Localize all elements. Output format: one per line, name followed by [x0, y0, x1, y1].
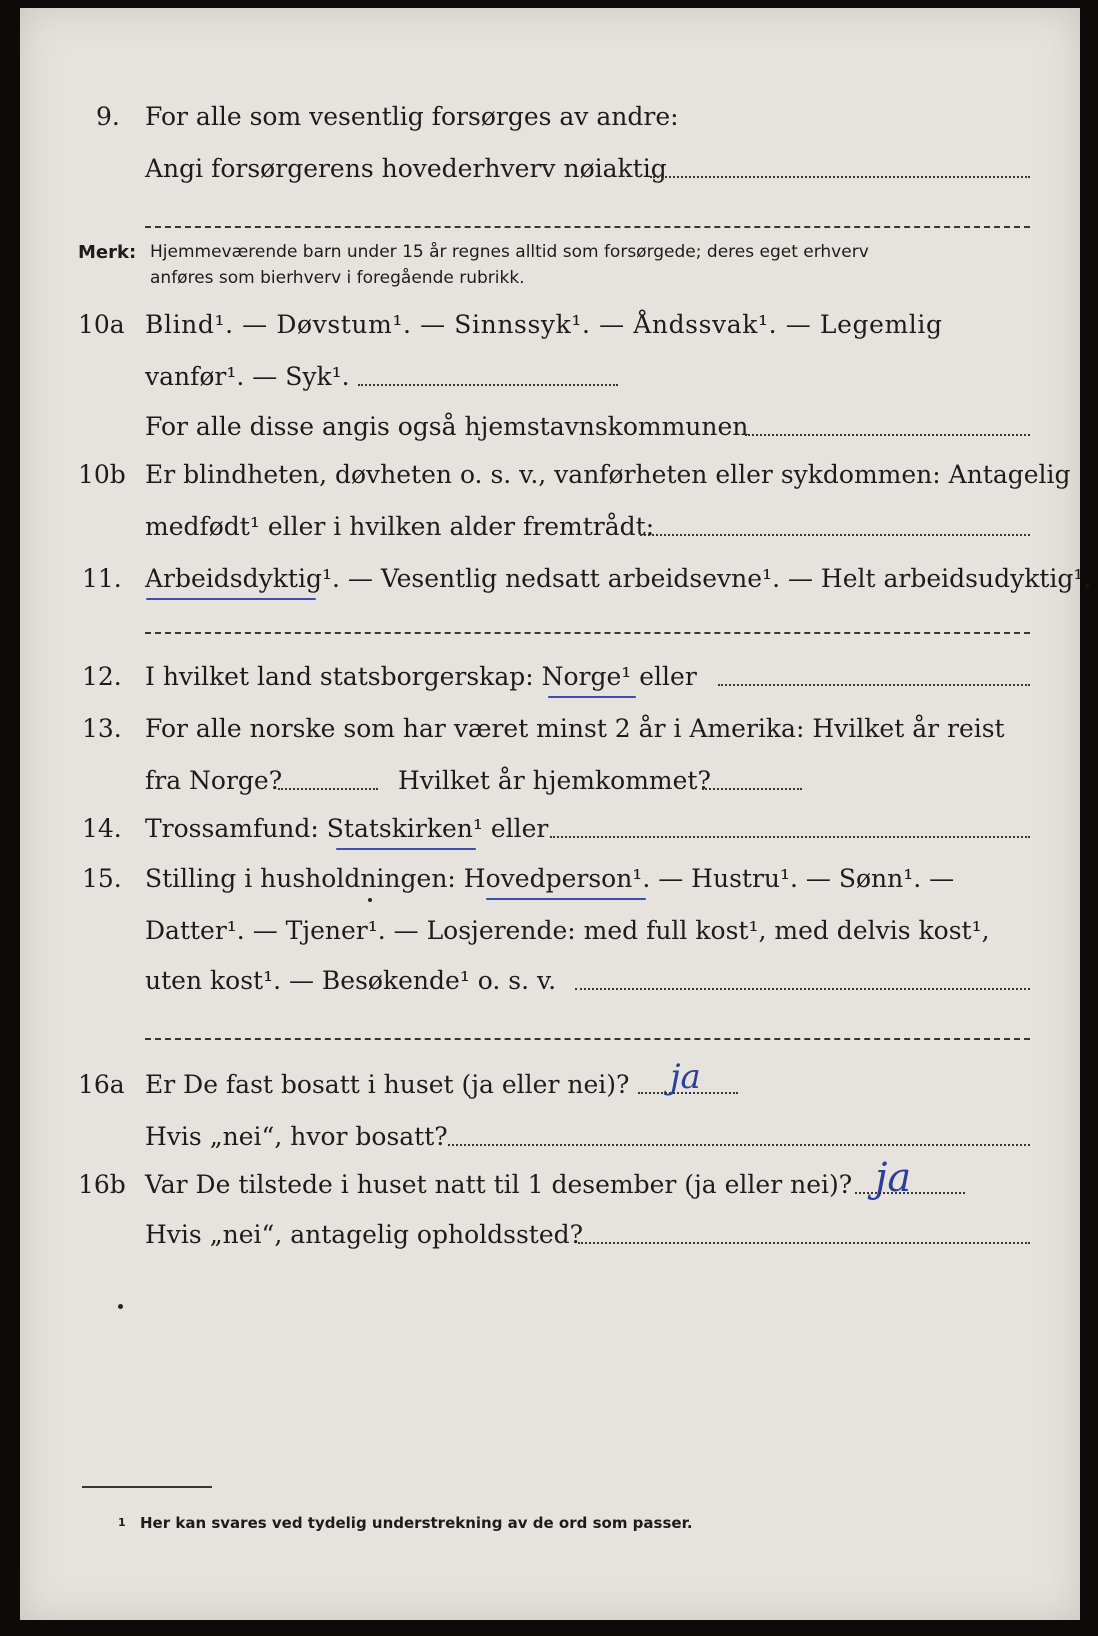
- q10a-line1: Blind¹. — Døvstum¹. — Sinnssyk¹. — Åndssvak¹. — Legemlig: [145, 310, 943, 339]
- q9-line1: For alle som vesentlig forsørges av andre:: [145, 102, 679, 131]
- q13-line2a: fra Norge?: [145, 766, 283, 795]
- q15-line2: Datter¹. — Tjener¹. — Losjerende: med full kost¹, med delvis kost¹,: [145, 916, 990, 945]
- q13-reist-line[interactable]: [278, 788, 378, 790]
- q16a-bosatt-line[interactable]: [448, 1144, 1030, 1146]
- ink-speck: [118, 1304, 123, 1309]
- q14-underline-statskirken: [336, 848, 476, 850]
- q16a-line1: Er De fast bosatt i huset (ja eller nei)?: [145, 1070, 630, 1099]
- q9-answer-line[interactable]: [650, 176, 1030, 178]
- merk-line1: Hjemmeværende barn under 15 år regnes alltid som forsørgede; deres eget erhverv: [150, 242, 869, 262]
- q10a-number: 10a: [78, 310, 125, 339]
- q13-line1: For alle norske som har været minst 2 år i Amerika: Hvilket år reist: [145, 714, 1005, 743]
- q15-underline-hovedperson: [486, 898, 646, 900]
- q15-line1: Stilling i husholdningen: Hovedperson¹. — Hustru¹. — Sønn¹. —: [145, 864, 955, 893]
- q15-number: 15.: [82, 864, 122, 893]
- q16a-line2: Hvis „nei“, hvor bosatt?: [145, 1122, 448, 1151]
- q10a-answer-line[interactable]: [358, 384, 618, 386]
- q11-number: 11.: [82, 564, 122, 593]
- q13-number: 13.: [82, 714, 122, 743]
- q11-line1: Arbeidsdyktig¹. — Vesentlig nedsatt arbeidsevne¹. — Helt arbeidsudyktig¹.: [145, 564, 1092, 593]
- q14-number: 14.: [82, 814, 122, 843]
- q13-hjemkommet-line[interactable]: [702, 788, 802, 790]
- q14-answer-line[interactable]: [550, 836, 1030, 838]
- footnote-mark: 1: [118, 1516, 126, 1529]
- q16a-number: 16a: [78, 1070, 125, 1099]
- footnote-rule: [82, 1486, 212, 1488]
- q9-extra-line[interactable]: [145, 226, 1030, 228]
- q10b-line1: Er blindheten, døvheten o. s. v., vanførheten eller sykdommen: Antagelig: [145, 460, 1071, 489]
- q16b-line2: Hvis „nei“, antagelig opholdssted?: [145, 1220, 584, 1249]
- q16b-opholdssted-line[interactable]: [578, 1242, 1030, 1244]
- q15-answer-line[interactable]: [575, 988, 1030, 990]
- q13-line2b: Hvilket år hjemkommet?: [398, 766, 711, 795]
- q15-line3: uten kost¹. — Besøkende¹ o. s. v.: [145, 966, 557, 995]
- q16b-number: 16b: [78, 1170, 126, 1199]
- q14-line1: Trossamfund: Statskirken¹ eller: [145, 814, 549, 843]
- q16b-line1: Var De tilstede i huset natt til 1 desember (ja eller nei)?: [145, 1170, 853, 1199]
- merk-line2: anføres som bierhverv i foregående rubrikk.: [150, 268, 525, 288]
- q10a-hjemstavn-line[interactable]: [745, 434, 1030, 436]
- q16a-answer-line[interactable]: [638, 1092, 738, 1094]
- q10b-line2: medfødt¹ eller i hvilken alder fremtrådt:: [145, 512, 655, 541]
- ink-speck: [368, 898, 372, 902]
- q10a-line3: For alle disse angis også hjemstavnskommunen: [145, 412, 749, 441]
- merk-label: Merk:: [78, 242, 137, 263]
- q10a-line2: vanfør¹. — Syk¹.: [145, 362, 350, 391]
- q11-underline-arbeidsdyktig: [146, 598, 316, 600]
- q12-underline-norge: [548, 696, 636, 698]
- q15-extra-line[interactable]: [145, 1038, 1030, 1040]
- q12-answer-line[interactable]: [718, 684, 1030, 686]
- q16a-handwritten-answer: ja: [670, 1057, 701, 1097]
- q16b-answer-line[interactable]: [855, 1192, 965, 1194]
- q10b-answer-line[interactable]: [640, 534, 1030, 536]
- q9-number: 9.: [96, 102, 120, 131]
- q10b-number: 10b: [78, 460, 126, 489]
- footnote-text: Her kan svares ved tydelig understrekning av de ord som passer.: [140, 1514, 693, 1532]
- q16b-handwritten-answer: ja: [875, 1155, 912, 1201]
- census-form-page: [20, 8, 1092, 1620]
- q12-number: 12.: [82, 662, 122, 691]
- q9-line2: Angi forsørgerens hovederhverv nøiaktig: [145, 154, 667, 183]
- q12-line1: I hvilket land statsborgerskap: Norge¹ eller: [145, 662, 697, 691]
- q11-extra-line[interactable]: [145, 632, 1030, 634]
